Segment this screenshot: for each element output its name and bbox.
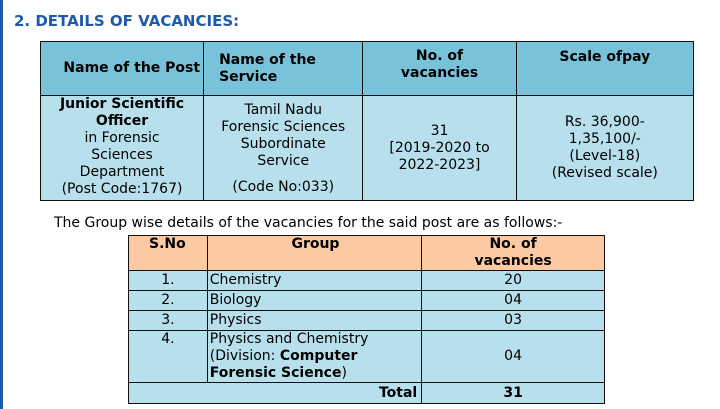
table-row — [129, 331, 605, 383]
group-line-3-bold: Forensic Science — [209, 365, 342, 381]
post-title: Junior Scientific Officer — [59, 96, 185, 129]
row-sno: 4. — [129, 331, 208, 383]
vacancy-details-table — [40, 41, 694, 201]
table-row — [129, 291, 605, 311]
group-line-1: Physics and Chemistry — [209, 331, 369, 347]
row-sno: 1. — [129, 271, 208, 291]
row-sno: 3. — [129, 311, 208, 331]
post-department: in Forensic Sciences Department — [79, 130, 165, 180]
group-table-header — [129, 236, 605, 271]
service-name: Tamil Nadu Forensic Sciences Subordinate Service — [221, 102, 346, 169]
left-accent-bar — [0, 0, 3, 409]
row-group: Physics — [207, 311, 421, 331]
group-line-3-suffix: ) — [341, 365, 347, 381]
row-count: 20 — [422, 271, 605, 291]
group-line-2-bold: Computer — [279, 348, 358, 364]
total-label: Total — [129, 383, 422, 404]
group-line-2 — [210, 348, 421, 365]
vacancy-table-row — [41, 96, 694, 201]
header-sno: S.No — [129, 236, 208, 271]
header-group: Group — [207, 236, 421, 271]
header-scale-of-pay: Scale ofpay — [516, 42, 693, 96]
header-service-name: Name of the Service — [204, 42, 363, 96]
row-group: Biology — [207, 291, 421, 311]
row-count: 04 — [422, 291, 605, 311]
header-vacancies: No. of vacancies — [363, 42, 516, 96]
table-row — [129, 271, 605, 291]
total-value: 31 — [422, 383, 605, 404]
group-vacancy-table — [128, 235, 605, 404]
table-row — [129, 311, 605, 331]
section-heading: 2. DETAILS OF VACANCIES: — [14, 12, 240, 30]
cell-service-name — [204, 96, 363, 201]
service-code: (Code No:033) — [232, 179, 335, 195]
cell-post-name — [41, 96, 204, 201]
vacancy-table-header — [41, 42, 694, 96]
row-group — [207, 331, 421, 383]
group-intro-text: The Group wise details of the vacancies for the said post are as follows:- — [54, 215, 563, 231]
cell-vacancies: 31 [2019-2020 to 2022-2023] — [363, 96, 516, 201]
post-code: (Post Code:1767) — [61, 181, 183, 197]
row-sno: 2. — [129, 291, 208, 311]
total-row — [129, 383, 605, 404]
group-line-2-prefix: (Division: — [209, 348, 280, 364]
header-no-of-vacancies: No. of vacancies — [422, 236, 605, 271]
row-group: Chemistry — [207, 271, 421, 291]
row-count: 04 — [422, 331, 605, 383]
row-count: 03 — [422, 311, 605, 331]
cell-scale-of-pay: Rs. 36,900- 1,35,100/- (Level-18) (Revised scale) — [516, 96, 693, 201]
header-post-name: Name of the Post — [41, 42, 204, 96]
group-line-3 — [210, 365, 421, 382]
